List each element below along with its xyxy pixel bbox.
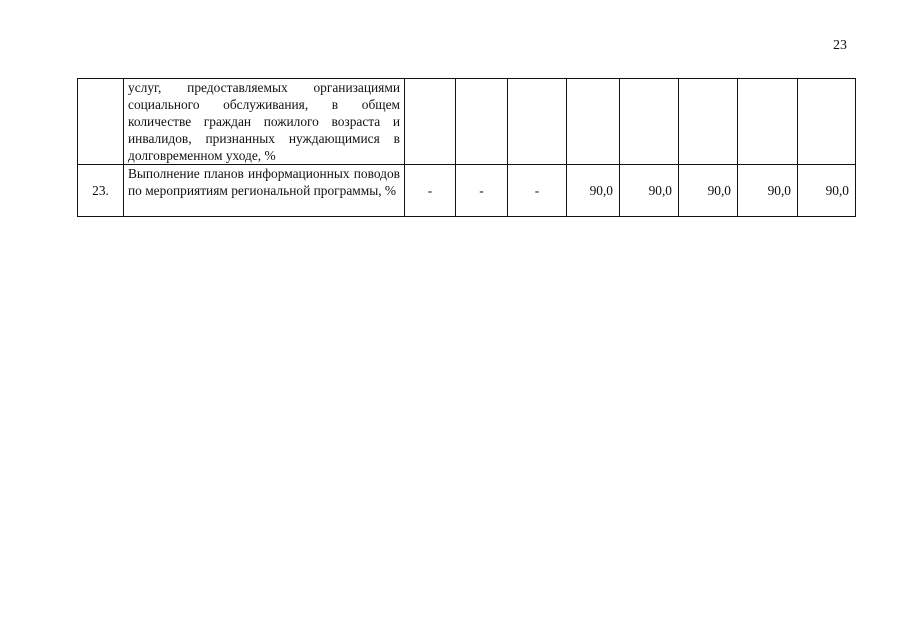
value-cell: 90,0: [738, 165, 798, 217]
page-number: 23: [833, 38, 847, 53]
value-cell: 90,0: [620, 165, 679, 217]
value-cell: [456, 79, 508, 165]
table-row: [78, 79, 856, 165]
value-cell: -: [456, 165, 508, 217]
value-cell: [679, 79, 738, 165]
value-cell: [738, 79, 798, 165]
row-description-cell: [124, 79, 405, 165]
row-number-cell: 23.: [78, 165, 124, 217]
row-description: Выполнение планов информационных поводов по мероприятиям региональной программы, %: [128, 166, 400, 198]
row-description: услуг, предоставляемых организациями социального обслуживания, в общем количестве граждан пожилого возраста и инвалидов, признанных нуждающимися в долговременном уходе, %: [128, 80, 400, 163]
value-cell: -: [405, 165, 456, 217]
table-row: [78, 165, 856, 217]
row-description-cell: [124, 165, 405, 217]
value-cell: [567, 79, 620, 165]
value-cell: [798, 79, 856, 165]
value-cell: [508, 79, 567, 165]
value-cell: 90,0: [679, 165, 738, 217]
value-cell: [405, 79, 456, 165]
value-cell: 90,0: [567, 165, 620, 217]
value-cell: -: [508, 165, 567, 217]
indicators-table: [77, 78, 856, 217]
value-cell: 90,0: [798, 165, 856, 217]
value-cell: [620, 79, 679, 165]
row-number-cell: [78, 79, 124, 165]
